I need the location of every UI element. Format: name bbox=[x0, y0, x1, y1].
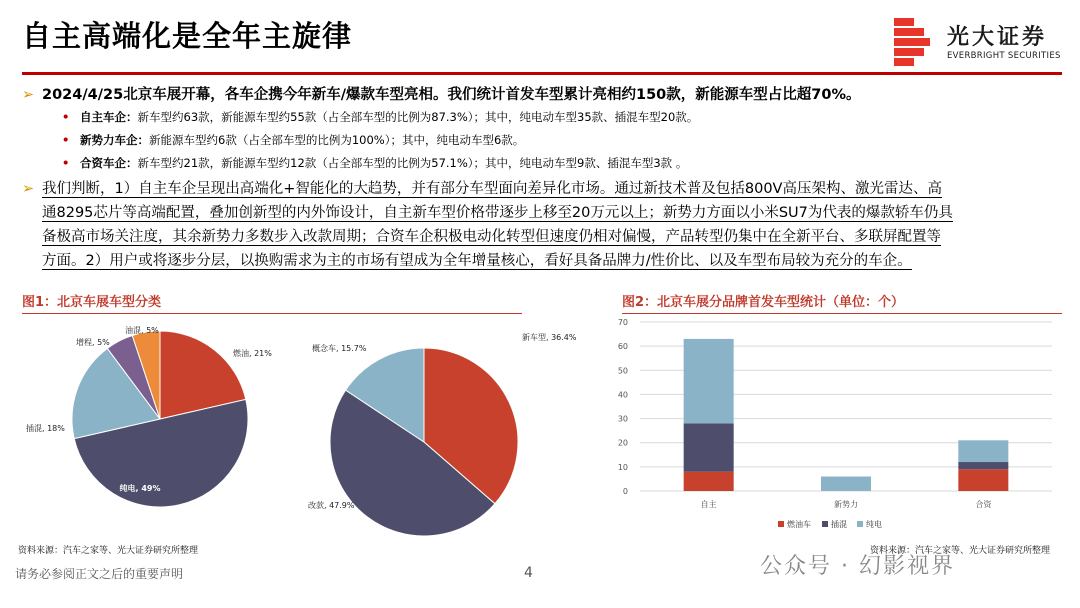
dot-bullet-icon: • bbox=[62, 133, 70, 147]
bar-segment bbox=[958, 469, 1008, 491]
page-number: 4 bbox=[524, 565, 533, 581]
sub-bullet-text: 新车型约63款，新能源车型约55款（占全部车型的比例为87.3%）；其中，纯电动车型35款、插混车型20款。 bbox=[137, 110, 699, 124]
dot-bullet-icon: • bbox=[62, 156, 70, 170]
model-type-pie-chart bbox=[300, 318, 600, 538]
legend-swatch bbox=[822, 521, 828, 527]
logo-name-en: EVERBRIGHT SECURITIES bbox=[947, 51, 1061, 61]
sub-bullet bbox=[22, 106, 1062, 129]
legend-label: 插混 bbox=[831, 520, 847, 529]
model-type-slice-label: 改款, 47.9% bbox=[308, 501, 355, 510]
powertrain-slice-label: 油混, 5% bbox=[125, 326, 159, 335]
x-tick-label: 新势力 bbox=[834, 500, 858, 509]
everbright-logo-icon bbox=[892, 18, 940, 68]
watermark: 公众号 · 幻影视界 bbox=[760, 554, 955, 579]
y-tick-label: 20 bbox=[617, 438, 628, 448]
brand-logo bbox=[892, 18, 1072, 68]
model-type-slice-label: 新车型, 36.4% bbox=[522, 333, 577, 342]
legend-label: 燃油车 bbox=[787, 520, 811, 529]
source-note: 资料来源：汽车之家等、光大证券研究所整理 bbox=[870, 546, 1051, 556]
legend-swatch bbox=[857, 521, 863, 527]
sub-bullet-text: 新车型约21款，新能源车型约12款（占全部车型的比例为57.1%）；其中，纯电动车型9款、插混车型3款 。 bbox=[137, 156, 688, 170]
bar-segment bbox=[821, 477, 871, 491]
powertrain-slice-label: 燃油, 21% bbox=[233, 349, 272, 358]
y-tick-label: 30 bbox=[617, 414, 628, 424]
bar-segment bbox=[958, 462, 1008, 469]
bullet-2-line: 我们判断，1）自主车企呈现出高端化+智能化的大趋势，并有部分车型面向差异化市场。通过新技术普及包括800V高压架构、激光雷达、高 bbox=[42, 181, 942, 197]
content-body bbox=[22, 84, 1062, 273]
y-tick-label: 40 bbox=[617, 390, 628, 400]
bar-segment bbox=[958, 440, 1008, 462]
bullet-2-line: 方面。2）用户或将逐步分层，以换购需求为主的市场有望成为全年增量核心，看好具备品牌力/性价比、以及车型布局较为充分的车企。 bbox=[42, 253, 912, 269]
source-note: 资料来源：汽车之家等、光大证券研究所整理 bbox=[18, 546, 199, 556]
y-tick-label: 60 bbox=[617, 342, 628, 352]
legend-label: 纯电 bbox=[866, 520, 882, 529]
bullet-2-line: 备极高市场关注度，其余新势力多数步入改款周期；合资车企积极电动化转型但速度仍相对偏慢，产品转型仍集中在全新平台、多联屏配置等 bbox=[42, 229, 941, 245]
y-tick-label: 70 bbox=[617, 318, 628, 327]
powertrain-slice-label: 增程, 5% bbox=[76, 338, 110, 347]
x-tick-label: 自主 bbox=[700, 500, 717, 509]
bullet-2 bbox=[22, 177, 1062, 273]
dot-bullet-icon: • bbox=[62, 110, 70, 124]
arrow-bullet-icon: ➢ bbox=[22, 181, 35, 197]
powertrain-pie-chart bbox=[0, 318, 300, 538]
sub-bullet-label: 新势力车企： bbox=[80, 133, 149, 147]
bar-segment bbox=[684, 339, 734, 424]
x-tick-label: 合资 bbox=[975, 500, 992, 509]
bullet-1 bbox=[22, 84, 1062, 106]
model-type-slice-label: 概念车, 15.7% bbox=[312, 344, 367, 353]
y-tick-label: 0 bbox=[622, 487, 628, 496]
brand-stacked-bar-chart bbox=[612, 315, 1062, 535]
bullet-1-text: 2024/4/25北京车展开幕，各车企携今年新车/爆款车型亮相。我们统计首发车型累计亮相约150款，新能源车型占比超70%。 bbox=[42, 87, 861, 103]
sub-bullet bbox=[22, 152, 1062, 175]
powertrain-slice-label: 插混, 18% bbox=[26, 424, 65, 433]
title-divider bbox=[22, 72, 1062, 75]
figure-2-divider bbox=[622, 313, 1062, 314]
y-tick-label: 10 bbox=[617, 462, 628, 472]
y-tick-label: 50 bbox=[617, 366, 628, 376]
bullet-2-line: 通8295芯片等高端配置，叠加创新型的内外饰设计，自主新车型价格带逐步上移至20万元以上；新势力方面以小米SU7为代表的爆款轿车仍具 bbox=[42, 205, 953, 221]
bar-segment bbox=[684, 423, 734, 471]
legend-swatch bbox=[778, 521, 784, 527]
figure-1-title: 图1：北京车展车型分类 bbox=[22, 295, 162, 310]
sub-bullet-label: 合资车企： bbox=[80, 156, 138, 170]
powertrain-slice-label: 纯电, 49% bbox=[119, 484, 161, 493]
sub-bullet-text: 新能源车型约6款（占全部车型的比例为100%）；其中，纯电动车型6款。 bbox=[149, 133, 525, 147]
sub-bullet-label: 自主车企： bbox=[80, 110, 138, 124]
sub-bullet bbox=[22, 129, 1062, 152]
figure-1-divider bbox=[22, 313, 522, 314]
disclaimer-footer: 请务必参阅正文之后的重要声明 bbox=[15, 567, 184, 581]
arrow-bullet-icon: ➢ bbox=[22, 87, 35, 103]
bar-segment bbox=[684, 472, 734, 491]
page-title: 自主高端化是全年主旋律 bbox=[22, 19, 353, 53]
figure-2-title: 图2：北京车展分品牌首发车型统计（单位：个） bbox=[622, 295, 905, 310]
logo-name-cn: 光大证券 bbox=[947, 25, 1048, 50]
